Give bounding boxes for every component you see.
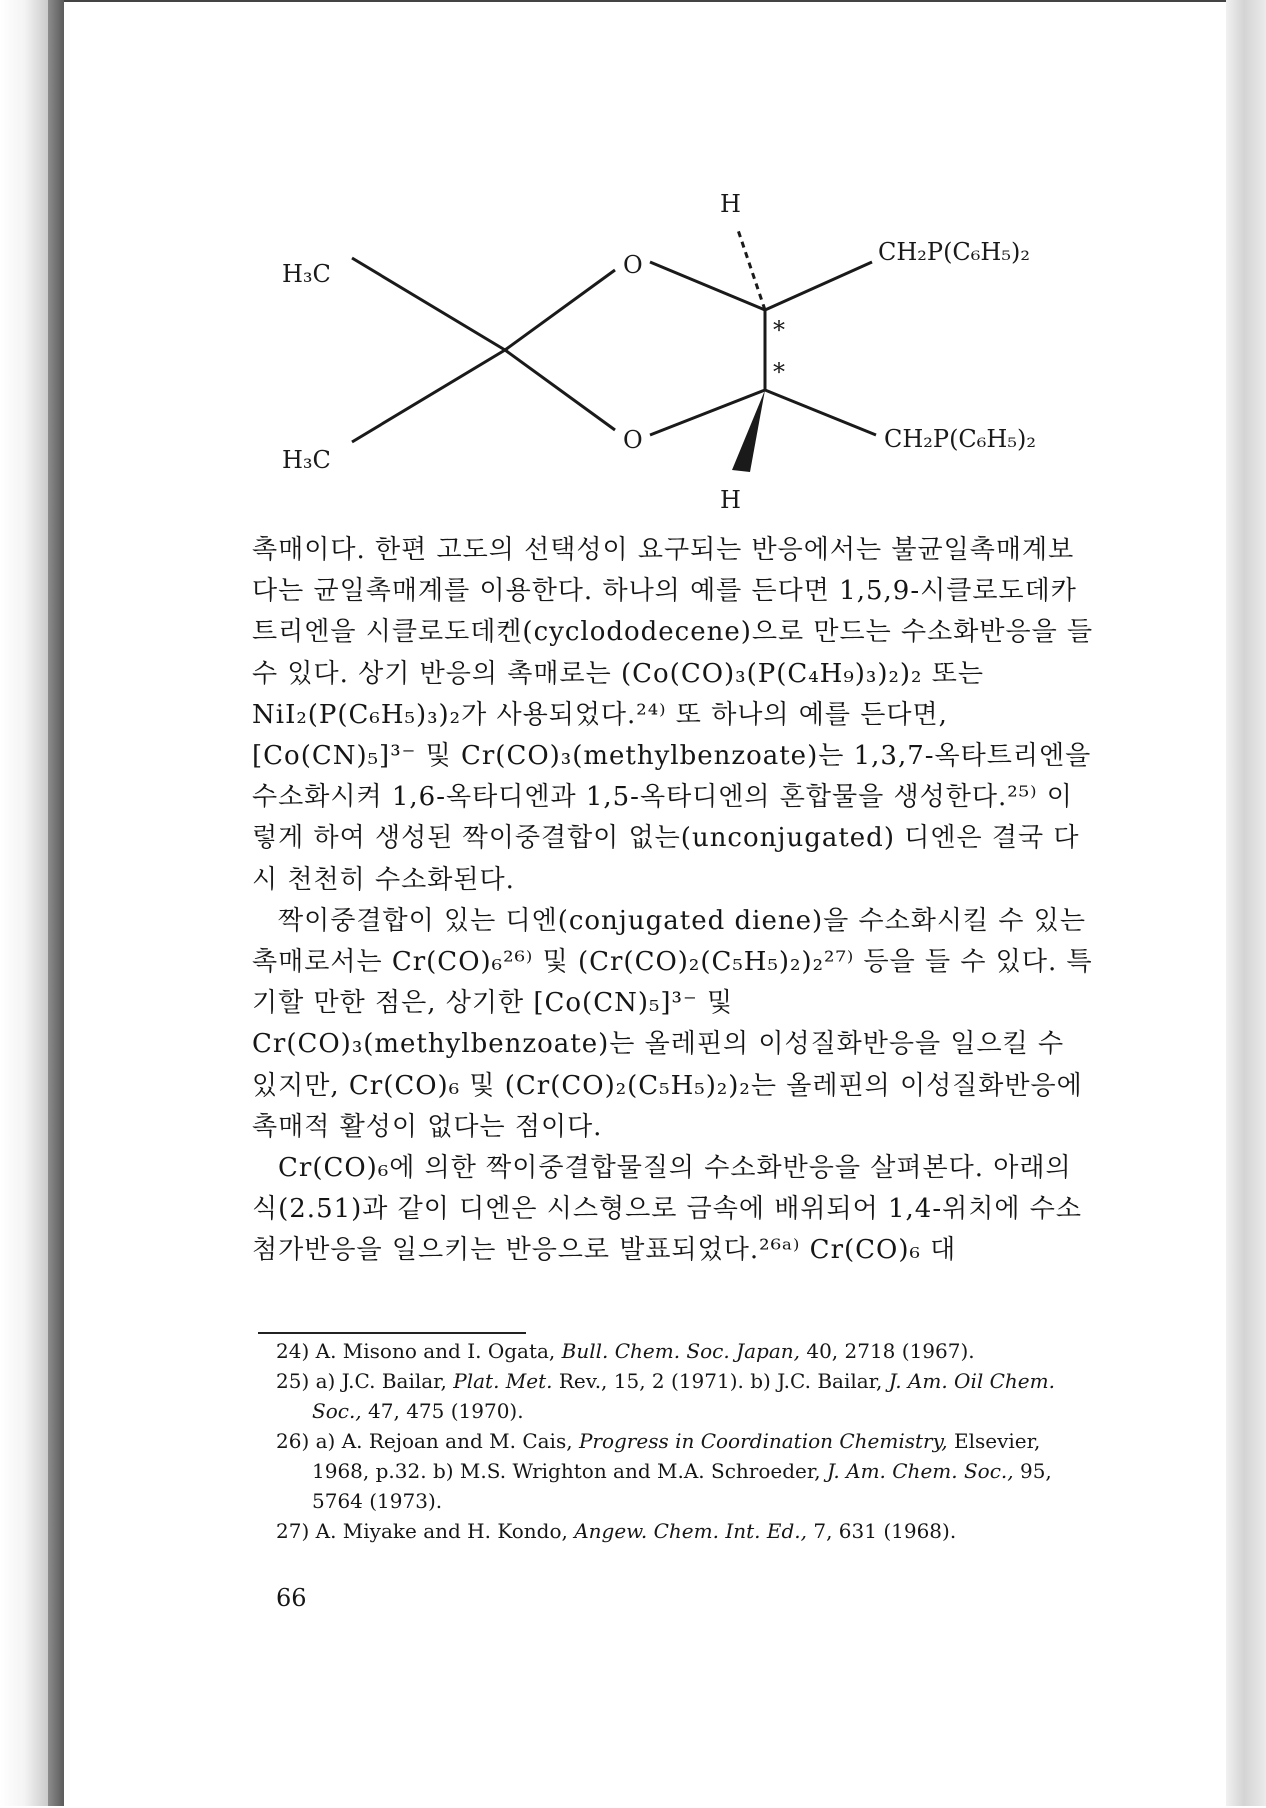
- footnote-citation: 95, 5764 (1973).: [312, 1459, 1052, 1513]
- hashed-bond-h-top: [738, 230, 765, 310]
- page-right-edge: [1226, 0, 1266, 1806]
- footnote-journal: Bull. Chem. Soc. Japan,: [561, 1339, 800, 1363]
- footnote-number: 27): [276, 1519, 310, 1543]
- oxygen-label-bottom: O: [623, 426, 643, 454]
- chemical-structure-diagram: [280, 180, 1080, 520]
- stereo-mark-2: *: [773, 358, 785, 386]
- page-left-fold: [48, 0, 64, 1806]
- methyl-label-bottom: H₃C: [282, 446, 331, 474]
- footnote-citation: 7, 631 (1968).: [806, 1519, 957, 1543]
- substituent-label-bottom: CH₂P(C₆H₅)₂: [884, 425, 1036, 453]
- footnote-citation: Rev., 15, 2 (1971). b) J.C. Bailar,: [552, 1369, 889, 1393]
- footnote-number: 26): [276, 1429, 310, 1453]
- footnote-divider: [258, 1332, 526, 1334]
- bond-o-c-bottom: [650, 390, 765, 435]
- footnote-citation: 40, 2718 (1967).: [799, 1339, 975, 1363]
- footnote-journal: J. Am. Oil Chem. Soc.,: [312, 1369, 1055, 1423]
- bond-c-o-top: [505, 270, 615, 350]
- footnote-number: 24): [276, 1339, 310, 1363]
- bond-c-o-bottom: [505, 350, 615, 430]
- footnote-26: [276, 1426, 1096, 1516]
- footnote-citation: Elsevier, 1968, p.32. b) M.S. Wrighton and M.A. Schroeder,: [312, 1429, 1041, 1483]
- footnote-27: [276, 1516, 1096, 1546]
- footnote-24: [276, 1336, 1096, 1366]
- footnote-authors: A. Misono and I. Ogata,: [315, 1339, 562, 1363]
- bond-o-c-top: [650, 262, 765, 310]
- h-label-top: H: [720, 190, 741, 218]
- substituent-label-top: CH₂P(C₆H₅)₂: [878, 238, 1030, 266]
- footnote-journal: Progress in Coordination Chemistry,: [578, 1429, 948, 1453]
- footnote-journal: Plat. Met.: [453, 1369, 553, 1393]
- footnotes: [276, 1336, 1096, 1546]
- footnote-journal: Angew. Chem. Int. Ed.,: [574, 1519, 807, 1543]
- bond-substituent-bottom: [765, 390, 876, 435]
- footnote-authors: a) A. Rejoan and M. Cais,: [315, 1429, 579, 1453]
- paragraph: Cr(CO)₆에 의한 짝이중결합물질의 수소화반응을 살펴본다. 아래의 식(2.51)과 같이 디엔은 시스형으로 금속에 배위되어 1,4-위치에 수소첨가반응을 일으키는 반응으로 발표되었다.²⁶ᵃ⁾ Cr(CO)₆ 대: [252, 1153, 1082, 1266]
- structure-svg: [280, 180, 1080, 520]
- footnote-journal: J. Am. Chem. Soc.,: [826, 1459, 1014, 1483]
- footnote-authors: A. Miyake and H. Kondo,: [315, 1519, 575, 1543]
- paragraph: 짝이중결합이 있는 디엔(conjugated diene)을 수소화시킬 수 있는 촉매로서는 Cr(CO)₆²⁶⁾ 및 (Cr(CO)₂(C₅H₅)₂)₂²⁷⁾ 등을 들 수 있다. 특기할 만한 점은, 상기한 [Co(CN)₅]³⁻ 및 Cr(CO)₃(methylbenzoate)는 올레핀의 이성질화반응을 일으킬 수 있지만, Cr(CO)₆ 및 (Cr(CO)₂(C₅H₅)₂)₂는 올레핀의 이성질화반응에 촉매적 활성이 없다는 점이다.: [252, 905, 1093, 1142]
- bond-substituent-top: [765, 262, 872, 310]
- footnote-authors: a) J.C. Bailar,: [315, 1369, 454, 1393]
- body-text: [252, 530, 1098, 1272]
- page-number: 66: [276, 1584, 307, 1612]
- footnote-citation: 47, 475 (1970).: [361, 1399, 524, 1423]
- footnote-25: [276, 1366, 1096, 1426]
- stereo-mark-1: *: [773, 316, 785, 344]
- paragraph: 촉매이다. 한편 고도의 선택성이 요구되는 반응에서는 불균일촉매계보다는 균일촉매계를 이용한다. 하나의 예를 든다면 1,5,9-시클로도데카트리엔을 시클로도데켄(cyclododecene)으로 만드는 수소화반응을 들 수 있다. 상기 반응의 촉매로는 (Co(CO)₃(P(C₄H₉)₃)₂)₂ 또는 NiI₂(P(C₆H₅)₃)₂가 사용되었다.²⁴⁾ 또 하나의 예를 든다면, [Co(CN)₅]³⁻ 및 Cr(CO)₃(methylbenzoate)는 1,3,7-옥타트리엔을 수소화시켜 1,6-옥타디엔과 1,5-옥타디엔의 혼합물을 생성한다.²⁵⁾ 이렇게 하여 생성된 짝이중결합이 없는(unconjugated) 디엔은 결국 다시 천천히 수소화된다.: [252, 535, 1094, 895]
- methyl-label-top: H₃C: [282, 260, 331, 288]
- bond-methyl-top: [352, 258, 505, 350]
- h-label-bottom: H: [720, 486, 741, 514]
- footnote-number: 25): [276, 1369, 310, 1393]
- oxygen-label-top: O: [623, 251, 643, 279]
- bond-methyl-bottom: [352, 350, 505, 442]
